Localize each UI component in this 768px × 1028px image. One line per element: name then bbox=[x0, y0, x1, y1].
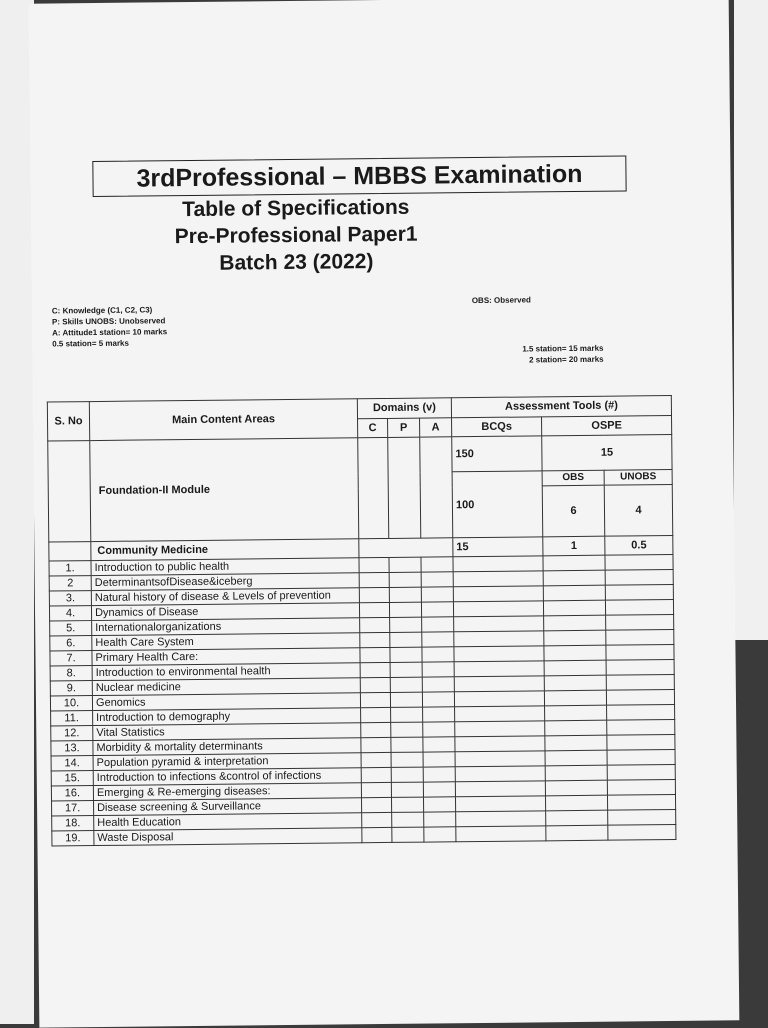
section-obs: 1 bbox=[543, 536, 605, 556]
row-a bbox=[422, 677, 454, 692]
header-tools: Assessment Tools (#) bbox=[451, 395, 671, 417]
background-left bbox=[0, 0, 34, 1024]
row-obs bbox=[545, 765, 607, 781]
row-topic: Internationalorganizations bbox=[92, 618, 360, 636]
header-bcqs: BCQs bbox=[452, 416, 542, 436]
row-number: 16. bbox=[51, 786, 93, 801]
row-unobs bbox=[608, 824, 676, 840]
header-obs: OBS bbox=[542, 470, 604, 486]
document-subtitle-2: Pre-Professional Paper1 bbox=[174, 222, 418, 249]
row-p bbox=[390, 647, 422, 662]
header-content: Main Content Areas bbox=[89, 399, 357, 441]
row-unobs bbox=[605, 584, 673, 600]
row-number: 1. bbox=[49, 561, 91, 576]
row-obs bbox=[546, 810, 608, 826]
row-bcqs bbox=[454, 661, 544, 677]
row-c bbox=[359, 602, 389, 617]
module-unobs: 4 bbox=[604, 484, 673, 536]
row-topic: Emerging & Re-emerging diseases: bbox=[93, 783, 361, 801]
row-c bbox=[360, 677, 390, 692]
row-a bbox=[423, 797, 455, 812]
module-a bbox=[420, 437, 453, 538]
module-ospe-total: 15 bbox=[542, 434, 672, 470]
row-a bbox=[423, 752, 455, 767]
row-c bbox=[361, 767, 391, 782]
row-bcqs bbox=[455, 766, 545, 782]
row-p bbox=[391, 767, 423, 782]
section-unobs: 0.5 bbox=[605, 535, 673, 555]
row-a bbox=[421, 557, 453, 572]
row-topic: Disease screening & Surveillance bbox=[94, 798, 362, 816]
row-bcqs bbox=[453, 571, 543, 587]
row-c bbox=[362, 827, 392, 842]
row-unobs bbox=[606, 689, 674, 705]
row-obs bbox=[546, 795, 608, 811]
row-obs bbox=[543, 585, 605, 601]
row-bcqs bbox=[455, 736, 545, 752]
row-topic: Introduction to public health bbox=[91, 558, 359, 576]
header-c: C bbox=[358, 418, 388, 438]
module-bcq-value: 100 bbox=[452, 471, 543, 538]
section-name: Community Medicine bbox=[91, 539, 359, 561]
row-number: 4. bbox=[49, 606, 91, 621]
legend-line: 0.5 station= 5 marks bbox=[52, 338, 129, 349]
document-page bbox=[29, 0, 740, 1028]
legend-line: 1.5 station= 15 marks bbox=[522, 343, 604, 354]
row-number: 9. bbox=[50, 681, 92, 696]
row-bcqs bbox=[456, 796, 546, 812]
row-number: 14. bbox=[51, 756, 93, 771]
row-number: 7. bbox=[50, 651, 92, 666]
row-p bbox=[391, 737, 423, 752]
row-c bbox=[360, 662, 390, 677]
row-bcqs bbox=[454, 676, 544, 692]
row-c bbox=[360, 632, 390, 647]
row-a bbox=[422, 647, 454, 662]
row-obs bbox=[544, 690, 606, 706]
row-topic: Introduction to demography bbox=[93, 708, 361, 726]
row-number: 19. bbox=[52, 831, 94, 846]
row-a bbox=[421, 572, 453, 587]
header-p: P bbox=[388, 418, 420, 438]
row-topic: Nuclear medicine bbox=[92, 678, 360, 696]
row-p bbox=[390, 677, 422, 692]
row-p bbox=[392, 812, 424, 827]
row-topic: Introduction to infections &control of infections bbox=[93, 768, 361, 786]
row-number: 6. bbox=[50, 636, 92, 651]
row-a bbox=[423, 722, 455, 737]
row-c bbox=[360, 692, 390, 707]
row-unobs bbox=[606, 629, 674, 645]
row-c bbox=[359, 557, 389, 572]
row-p bbox=[390, 662, 422, 677]
row-p bbox=[391, 752, 423, 767]
row-unobs bbox=[607, 749, 675, 765]
row-obs bbox=[545, 780, 607, 796]
header-unobs: UNOBS bbox=[604, 469, 672, 485]
row-bcqs bbox=[455, 781, 545, 797]
row-bcqs bbox=[453, 556, 543, 572]
row-bcqs bbox=[455, 721, 545, 737]
row-bcqs bbox=[454, 646, 544, 662]
row-unobs bbox=[607, 734, 675, 750]
row-p bbox=[389, 587, 421, 602]
module-c bbox=[358, 437, 389, 538]
module-bcq-total: 150 bbox=[452, 436, 542, 472]
row-unobs bbox=[606, 659, 674, 675]
section-sno bbox=[49, 542, 91, 561]
legend-line: C: Knowledge (C1, C2, C3) bbox=[51, 305, 153, 316]
module-name: Foundation-II Module bbox=[90, 438, 359, 542]
row-bcqs bbox=[453, 601, 543, 617]
row-p bbox=[390, 692, 422, 707]
module-p bbox=[388, 437, 421, 538]
row-topic: Introduction to environmental health bbox=[92, 663, 360, 681]
row-obs bbox=[545, 735, 607, 751]
header-ospe: OSPE bbox=[542, 415, 672, 436]
row-number: 17. bbox=[52, 801, 94, 816]
row-a bbox=[421, 602, 453, 617]
row-obs bbox=[544, 630, 606, 646]
row-topic: Health Education bbox=[94, 813, 362, 831]
row-obs bbox=[545, 720, 607, 736]
row-obs bbox=[543, 600, 605, 616]
row-topic: Population pyramid & interpretation bbox=[93, 753, 361, 771]
row-number: 8. bbox=[50, 666, 92, 681]
header-a: A bbox=[420, 417, 452, 437]
row-a bbox=[422, 632, 454, 647]
row-topic: Waste Disposal bbox=[94, 828, 362, 846]
row-unobs bbox=[605, 569, 673, 585]
row-bcqs bbox=[456, 811, 546, 827]
row-c bbox=[361, 722, 391, 737]
row-bcqs bbox=[453, 586, 543, 602]
row-p bbox=[391, 707, 423, 722]
section-domains bbox=[359, 538, 453, 558]
row-topic: DeterminantsofDisease&iceberg bbox=[91, 573, 359, 591]
row-c bbox=[361, 752, 391, 767]
row-unobs bbox=[606, 644, 674, 660]
row-c bbox=[360, 647, 390, 662]
row-unobs bbox=[605, 599, 673, 615]
row-a bbox=[424, 812, 456, 827]
row-unobs bbox=[607, 719, 675, 735]
row-c bbox=[361, 707, 391, 722]
row-topic: Primary Health Care: bbox=[92, 648, 360, 666]
topic-rows bbox=[49, 554, 676, 846]
row-a bbox=[423, 767, 455, 782]
row-unobs bbox=[608, 794, 676, 810]
row-bcqs bbox=[456, 826, 546, 842]
row-number: 3. bbox=[49, 591, 91, 606]
row-obs bbox=[545, 705, 607, 721]
row-unobs bbox=[607, 704, 675, 720]
header-sno: S. No bbox=[47, 402, 89, 441]
legend-line: P: Skills UNOBS: Unobserved bbox=[51, 316, 166, 327]
section-bcqs: 15 bbox=[453, 537, 543, 557]
row-p bbox=[392, 827, 424, 842]
row-p bbox=[389, 602, 421, 617]
legend-line: A: Attitude1 station= 10 marks bbox=[52, 327, 168, 338]
module-sno bbox=[48, 441, 91, 542]
row-topic: Dynamics of Disease bbox=[91, 603, 359, 621]
header-domains: Domains (v) bbox=[357, 398, 451, 418]
legend-left bbox=[52, 304, 168, 349]
row-a bbox=[422, 617, 454, 632]
row-unobs bbox=[608, 809, 676, 825]
row-c bbox=[360, 617, 390, 632]
row-p bbox=[391, 782, 423, 797]
document-title: 3rdProfessional – MBBS Examination bbox=[92, 155, 626, 197]
row-unobs bbox=[605, 554, 673, 570]
row-unobs bbox=[607, 779, 675, 795]
row-c bbox=[361, 782, 391, 797]
row-c bbox=[359, 587, 389, 602]
row-obs bbox=[546, 825, 608, 841]
row-obs bbox=[543, 570, 605, 586]
row-topic: Vital Statistics bbox=[93, 723, 361, 741]
row-a bbox=[423, 737, 455, 752]
row-number: 13. bbox=[51, 741, 93, 756]
module-obs: 6 bbox=[542, 485, 605, 537]
row-unobs bbox=[607, 764, 675, 780]
legend-right bbox=[522, 343, 603, 366]
row-topic: Natural history of disease & Levels of prevention bbox=[91, 588, 359, 606]
row-topic: Morbidity & mortality determinants bbox=[93, 738, 361, 756]
row-obs bbox=[545, 750, 607, 766]
row-c bbox=[361, 797, 391, 812]
row-unobs bbox=[606, 614, 674, 630]
row-number: 5. bbox=[50, 621, 92, 636]
row-p bbox=[390, 617, 422, 632]
row-c bbox=[361, 737, 391, 752]
row-obs bbox=[544, 660, 606, 676]
row-obs bbox=[544, 675, 606, 691]
row-number: 12. bbox=[51, 726, 93, 741]
row-a bbox=[422, 662, 454, 677]
row-a bbox=[422, 692, 454, 707]
row-number: 2 bbox=[49, 576, 91, 591]
row-number: 18. bbox=[52, 816, 94, 831]
row-obs bbox=[543, 555, 605, 571]
legend-line: 2 station= 20 marks bbox=[529, 354, 604, 365]
row-topic: Health Care System bbox=[92, 633, 360, 651]
row-bcqs bbox=[454, 616, 544, 632]
specifications-table bbox=[47, 395, 677, 847]
row-p bbox=[391, 797, 423, 812]
row-topic: Genomics bbox=[92, 693, 360, 711]
row-bcqs bbox=[455, 751, 545, 767]
row-c bbox=[359, 572, 389, 587]
row-unobs bbox=[606, 674, 674, 690]
legend-obs: OBS: Observed bbox=[471, 295, 531, 306]
row-p bbox=[391, 722, 423, 737]
row-obs bbox=[544, 615, 606, 631]
row-p bbox=[390, 632, 422, 647]
background-right bbox=[734, 0, 768, 640]
row-bcqs bbox=[454, 691, 544, 707]
row-obs bbox=[544, 645, 606, 661]
row-p bbox=[389, 572, 421, 587]
document-subtitle-1: Table of Specifications bbox=[182, 195, 410, 222]
row-number: 15. bbox=[51, 771, 93, 786]
row-p bbox=[389, 557, 421, 572]
document-subtitle-3: Batch 23 (2022) bbox=[219, 250, 374, 275]
row-c bbox=[362, 812, 392, 827]
row-a bbox=[421, 587, 453, 602]
row-a bbox=[424, 827, 456, 842]
row-bcqs bbox=[454, 631, 544, 647]
row-number: 10. bbox=[50, 696, 92, 711]
row-a bbox=[423, 707, 455, 722]
row-a bbox=[423, 782, 455, 797]
row-bcqs bbox=[455, 706, 545, 722]
row-number: 11. bbox=[51, 711, 93, 726]
